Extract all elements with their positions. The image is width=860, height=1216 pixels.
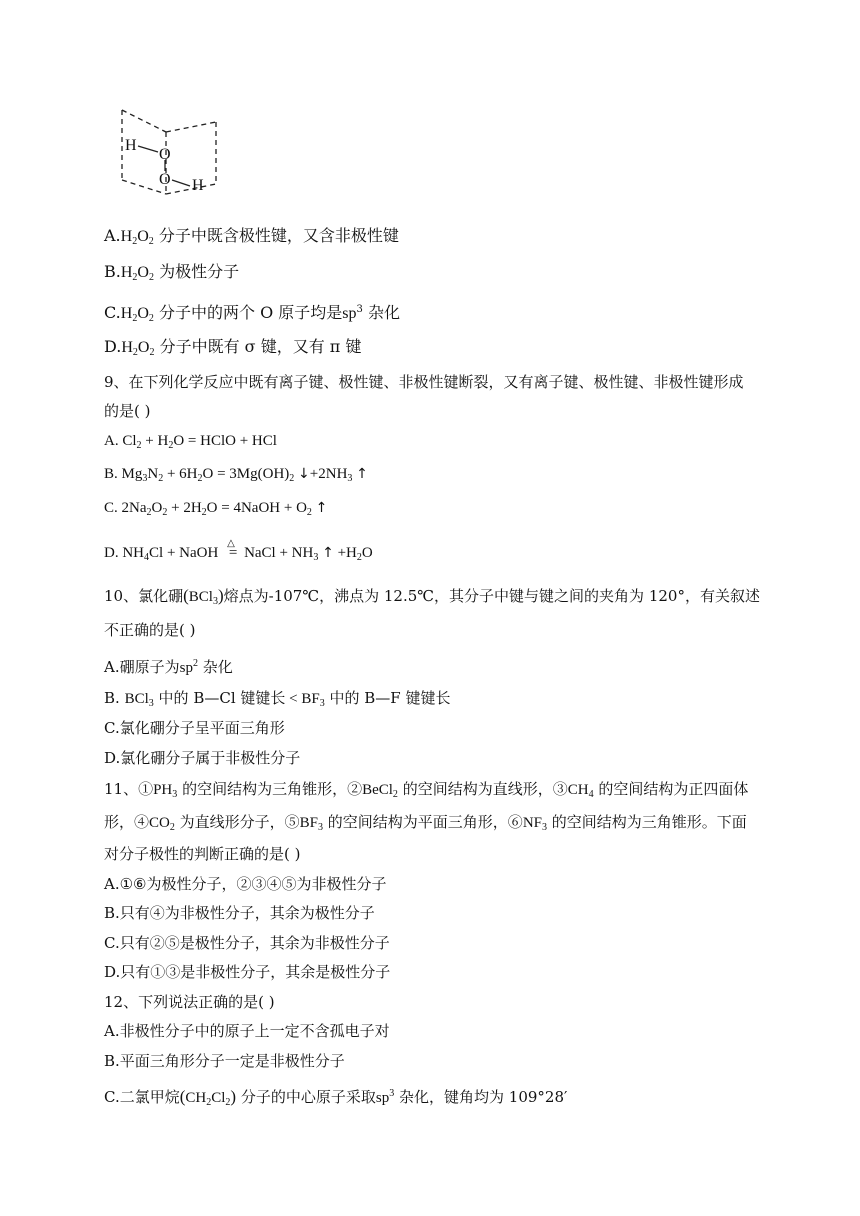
- diagram-label-o2: O: [159, 171, 171, 188]
- h2o2-formula: $H_2O_2$: [120, 305, 154, 324]
- q12-option-c: C.二氯甲烷$(CH_2Cl_2)$ 分子的中心原子采取$sp^3$ 杂化，键角均为 109°28′: [104, 1087, 568, 1108]
- diagram-label-o1: O: [159, 146, 171, 163]
- q12-option-a: A.非极性分子中的原子上一定不含孤电子对: [104, 1022, 390, 1040]
- q9-option-b: B. $Mg_3N_2 + 6H_2O = 3Mg(OH)_2$ $↓+2NH_3$ ↑: [104, 466, 368, 484]
- q10-option-a: A.硼原子为$sp^2$ 杂化: [104, 658, 233, 676]
- q8-option-a: $A.H_2O_2$ 分子中既含极性键，又含非极性键: [104, 226, 399, 247]
- q9-stem-line1: 9、在下列化学反应中既有离子键、极性键、非极性键断裂，又有离子键、极性键、非极性键形成: [104, 373, 744, 391]
- h2o2-structure-diagram: [110, 104, 230, 196]
- q11-option-a: A.①⑥为极性分子，②③④⑤为非极性分子: [104, 875, 387, 893]
- q10-option-d: D.氯化硼分子属于非极性分子: [104, 749, 301, 767]
- q12-stem: 12、下列说法正确的是( ): [104, 993, 275, 1011]
- diagram-label-h2: H: [192, 177, 204, 194]
- q10-stem-line1: 10、氯化硼(BCl$_3$)熔点为-107℃，沸点为 12.5℃，其分子中键与键之间的夹角为 120°，有关叙述: [104, 586, 760, 607]
- q8-option-b: $B.H_2O_2$ 为极性分子: [104, 262, 240, 283]
- h2o2-formula: $H_2O_2$: [120, 228, 154, 247]
- q10-option-b: B. BCl$_3$ 中的 B—Cl 键键长 < $BF_3$ 中的 B—F 键键长: [104, 689, 451, 709]
- q8-option-c: $C.H_2O_2$ 分子中的两个 O 原子均是$sp^3$ 杂化: [104, 303, 400, 324]
- q10-stem-line2: 不正确的是( ): [104, 621, 196, 639]
- q11-stem-line2: 形，$④CO_2$ 为直线形分子，$⑤BF_3$ 的空间结构为平面三角形，$⑥NF_3$ 的空间结构为三角锥形。下面: [104, 813, 747, 833]
- q11-stem-line1: 11、$①PH_3$ 的空间结构为三角锥形，②BeCl$_2$ 的空间结构为直线形，$③CH_4$ 的空间结构为正四面体: [104, 780, 749, 800]
- h2o2-formula: $H_2O_2$: [121, 339, 155, 358]
- q12-option-b: B.平面三角形分子一定是非极性分子: [104, 1052, 345, 1070]
- q9-option-d: D. $NH_4Cl$ + NaOH △ = NaCl + $NH_3$ ↑ $+H_2O$: [104, 538, 373, 563]
- h2o2-formula: $H_2O_2$: [120, 264, 154, 283]
- q9-stem-line2: 的是( ): [104, 402, 151, 420]
- diagram-label-h1: H: [125, 137, 137, 154]
- q11-option-c: C.只有②⑤是极性分子，其余为非极性分子: [104, 934, 390, 952]
- q8-option-d: $D.H_2O_2$ 分子中既有 σ 键，又有 π 键: [104, 337, 362, 358]
- q9-option-a: A. $Cl_2 + H_2O$ = HClO + HCl: [104, 433, 277, 451]
- q10-option-c: C.氯化硼分子呈平面三角形: [104, 719, 285, 737]
- q11-stem-line3: 对分子极性的判断正确的是( ): [104, 845, 301, 863]
- q11-option-d: D.只有①③是非极性分子，其余是极性分子: [104, 963, 391, 981]
- q9-option-c: C. $2Na_2O_2 + 2H_2O$ = 4NaOH + $O_2$ ↑: [104, 500, 328, 518]
- q11-option-b: B.只有④为非极性分子，其余为极性分子: [104, 904, 375, 922]
